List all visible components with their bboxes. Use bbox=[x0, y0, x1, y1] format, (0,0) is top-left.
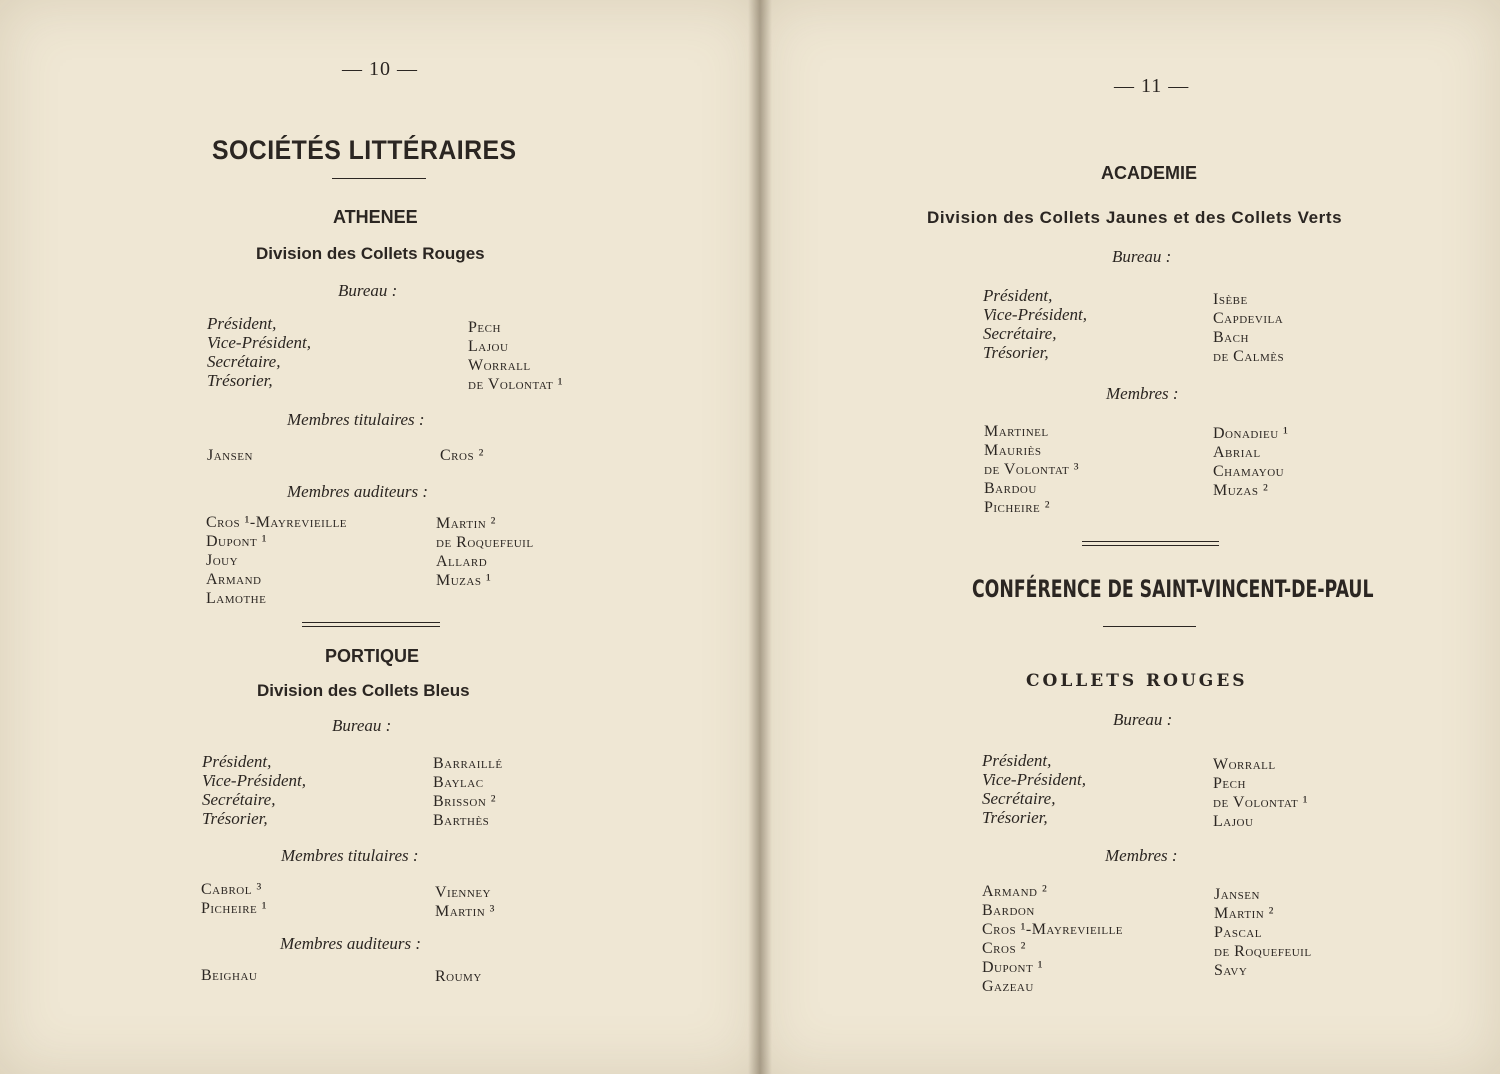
officer-name: Worrall bbox=[468, 357, 531, 374]
academie-officers bbox=[1213, 290, 1284, 366]
conference-officers bbox=[1213, 755, 1308, 831]
officer-name: de Calmès bbox=[1213, 348, 1285, 365]
member-name: Allard bbox=[436, 553, 488, 570]
role: Président, bbox=[202, 752, 272, 771]
member-name: Armand ² bbox=[982, 883, 1048, 900]
member-name: Vienney bbox=[435, 884, 491, 901]
portique-titulaires-label: Membres titulaires : bbox=[281, 846, 419, 865]
member-name: Cros ¹-Mayrevieille bbox=[982, 921, 1124, 938]
right-page bbox=[760, 0, 1500, 1074]
officer-name: Bach bbox=[1213, 329, 1249, 346]
role: Trésorier, bbox=[983, 343, 1049, 362]
conference-membres-right bbox=[1214, 885, 1312, 980]
main-title: SOCIÉTÉS LITTÉRAIRES bbox=[212, 135, 517, 165]
member-name: Jansen bbox=[207, 447, 253, 464]
member-name: Jouy bbox=[206, 552, 239, 569]
member-name: Martin ² bbox=[1214, 905, 1274, 922]
academie-title: ACADEMIE bbox=[1101, 163, 1198, 183]
athenee-titulaires-right bbox=[440, 446, 484, 465]
conference-subtitle: COLLETS ROUGES bbox=[1026, 671, 1248, 691]
portique-bureau-label: Bureau : bbox=[332, 716, 392, 735]
member-name: Martinel bbox=[984, 423, 1049, 440]
conference-roles bbox=[982, 751, 1086, 827]
officer-name: Baylac bbox=[433, 774, 484, 791]
member-name: Bardou bbox=[984, 480, 1037, 497]
member-name: Pascal bbox=[1214, 924, 1262, 941]
portique-title: PORTIQUE bbox=[325, 646, 420, 666]
athenee-titulaires-left bbox=[207, 446, 253, 465]
role: Secrétaire, bbox=[202, 790, 276, 809]
role: Vice-Président, bbox=[202, 771, 307, 790]
athenee-division: Division des Collets Rouges bbox=[256, 244, 485, 263]
academie-roles bbox=[983, 286, 1087, 362]
officer-name: Worrall bbox=[1213, 756, 1276, 773]
member-name: Roumy bbox=[435, 968, 482, 985]
conference-bureau-label: Bureau : bbox=[1113, 710, 1173, 729]
conference-membres-left bbox=[982, 882, 1123, 996]
member-name: de Roquefeuil bbox=[436, 534, 534, 551]
role: Trésorier, bbox=[207, 371, 273, 390]
officer-name: Barraillé bbox=[433, 755, 503, 772]
member-name: Muzas ¹ bbox=[436, 572, 492, 589]
book-gutter bbox=[748, 0, 772, 1074]
officer-name: Capdevila bbox=[1213, 310, 1284, 327]
portique-roles bbox=[202, 752, 306, 828]
portique-auditeurs-left bbox=[201, 966, 257, 985]
member-name: Donadieu ¹ bbox=[1213, 425, 1289, 442]
member-name: Picheire ² bbox=[984, 499, 1051, 516]
officer-name: de Volontat ¹ bbox=[1213, 794, 1309, 811]
officer-name: Lajou bbox=[1213, 813, 1254, 830]
member-name: Muzas ² bbox=[1213, 482, 1269, 499]
role: Président, bbox=[982, 751, 1052, 770]
member-name: Dupont ¹ bbox=[206, 533, 268, 550]
member-name: Martin ² bbox=[436, 515, 496, 532]
role: Secrétaire, bbox=[982, 789, 1056, 808]
conference-title: CONFÉRENCE DE SAINT-VINCENT-DE-PAUL bbox=[972, 575, 1374, 603]
officer-name: Isèbe bbox=[1213, 291, 1248, 308]
role: Vice-Président, bbox=[983, 305, 1088, 324]
officer-name: Lajou bbox=[468, 338, 509, 355]
member-name: Cabrol ³ bbox=[201, 881, 262, 898]
conference-membres-label: Membres : bbox=[1105, 846, 1178, 865]
athenee-title: ATHENEE bbox=[333, 207, 418, 227]
page-number-right: — 11 — bbox=[1114, 75, 1190, 97]
role: Secrétaire, bbox=[983, 324, 1057, 343]
member-name: Martin ³ bbox=[435, 903, 495, 920]
role: Vice-Président, bbox=[207, 333, 312, 352]
member-name: Cros ² bbox=[440, 447, 484, 464]
role: Président, bbox=[983, 286, 1053, 305]
member-name: Dupont ¹ bbox=[982, 959, 1044, 976]
member-name: Savy bbox=[1214, 962, 1248, 979]
title-rule bbox=[332, 178, 426, 179]
academie-membres-left bbox=[984, 422, 1079, 517]
role: Vice-Président, bbox=[982, 770, 1087, 789]
portique-auditeurs-label: Membres auditeurs : bbox=[280, 934, 422, 953]
member-name: Lamothe bbox=[206, 590, 267, 607]
athenee-auditeurs-label: Membres auditeurs : bbox=[287, 482, 429, 501]
portique-auditeurs-right bbox=[435, 967, 482, 986]
section-divider bbox=[302, 622, 440, 627]
member-name: Mauriès bbox=[984, 442, 1042, 459]
member-name: Cros ² bbox=[982, 940, 1026, 957]
member-name: de Volontat ³ bbox=[984, 461, 1080, 478]
academie-membres-label: Membres : bbox=[1106, 384, 1179, 403]
member-name: de Roquefeuil bbox=[1214, 943, 1312, 960]
portique-division: Division des Collets Bleus bbox=[257, 681, 470, 700]
member-name: Chamayou bbox=[1213, 463, 1285, 480]
title-rule bbox=[1103, 626, 1196, 627]
athenee-roles bbox=[207, 314, 311, 390]
member-name: Picheire ¹ bbox=[201, 900, 268, 917]
member-name: Bardon bbox=[982, 902, 1035, 919]
role: Président, bbox=[207, 314, 277, 333]
officer-name: Barthès bbox=[433, 812, 490, 829]
section-divider bbox=[1082, 541, 1219, 546]
officer-name: Pech bbox=[468, 319, 501, 336]
athenee-titulaires-label: Membres titulaires : bbox=[287, 410, 425, 429]
role: Trésorier, bbox=[202, 809, 268, 828]
academie-bureau-label: Bureau : bbox=[1112, 247, 1172, 266]
member-name: Armand bbox=[206, 571, 262, 588]
member-name: Abrial bbox=[1213, 444, 1261, 461]
athenee-officers bbox=[468, 318, 563, 394]
member-name: Jansen bbox=[1214, 886, 1260, 903]
athenee-auditeurs-left bbox=[206, 513, 347, 608]
role: Trésorier, bbox=[982, 808, 1048, 827]
officer-name: de Volontat ¹ bbox=[468, 376, 564, 393]
portique-titulaires-right bbox=[435, 883, 495, 921]
academie-membres-right bbox=[1213, 424, 1288, 500]
member-name: Gazeau bbox=[982, 978, 1034, 995]
academie-division: Division des Collets Jaunes et des Collets Verts bbox=[927, 208, 1343, 227]
officer-name: Brisson ² bbox=[433, 793, 497, 810]
officer-name: Pech bbox=[1213, 775, 1246, 792]
athenee-bureau-label: Bureau : bbox=[338, 281, 398, 300]
portique-titulaires-left bbox=[201, 880, 267, 918]
member-name: Beighau bbox=[201, 967, 258, 984]
role: Secrétaire, bbox=[207, 352, 281, 371]
page-number-left: — 10 — bbox=[342, 58, 418, 80]
portique-officers bbox=[433, 754, 503, 830]
athenee-auditeurs-right bbox=[436, 514, 534, 590]
member-name: Cros ¹-Mayrevieille bbox=[206, 514, 348, 531]
